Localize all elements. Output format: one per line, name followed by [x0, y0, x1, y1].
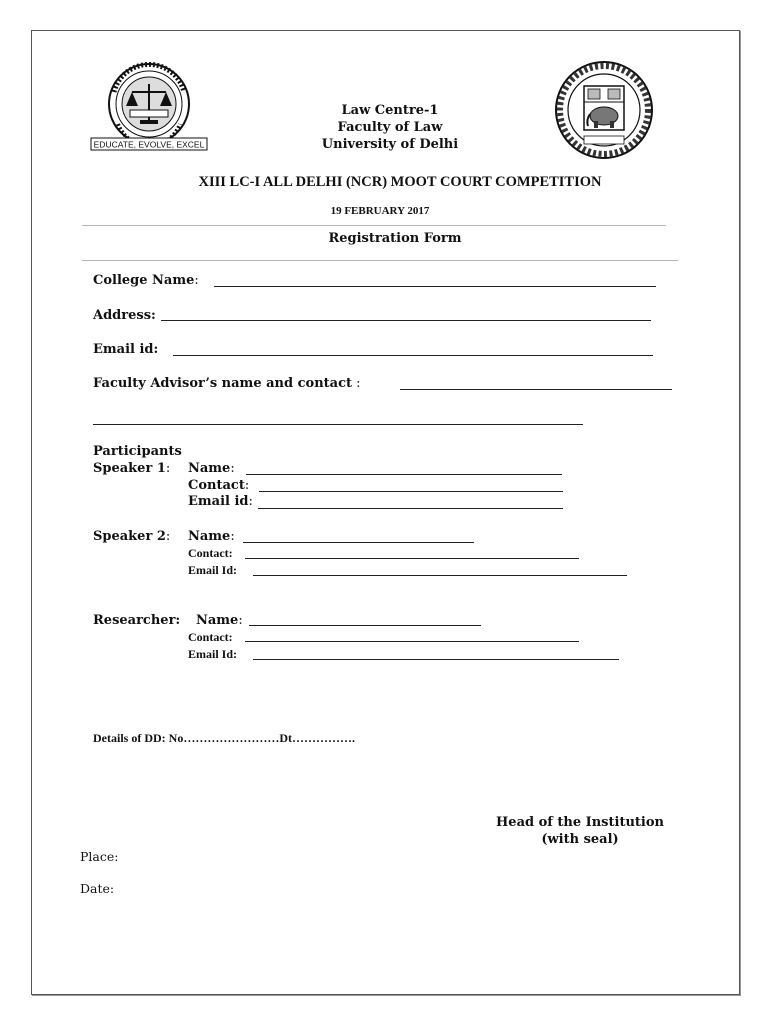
place-label: Place:: [80, 849, 119, 864]
researcher-name-colon: :: [238, 613, 243, 628]
address-field[interactable]: [161, 320, 651, 321]
law-centre-emblem-icon: [88, 62, 210, 154]
speaker2-label: Speaker 2: [93, 529, 166, 544]
header-title-line-3: University of Delhi: [321, 137, 459, 152]
speaker2-name-colon: :: [230, 529, 235, 544]
faculty-advisor-field[interactable]: [400, 389, 672, 390]
speaker1-contact-field[interactable]: [259, 491, 563, 492]
researcher-contact-label: Contact:: [188, 630, 233, 644]
dd-details: Details of DD: No……………………Dt…………….: [93, 731, 355, 745]
speaker2-email-label: Email Id:: [188, 563, 238, 577]
speaker2-name-field[interactable]: [243, 542, 474, 543]
speaker1-name-label: Name: [188, 461, 231, 476]
speaker1-name-colon: :: [230, 461, 235, 476]
researcher-name-field[interactable]: [249, 625, 481, 626]
speaker1-email-label: Email id: [188, 494, 249, 509]
speaker1-email-field[interactable]: [258, 508, 563, 509]
divider-bottom: [82, 260, 678, 261]
researcher-name-label: Name: [196, 613, 239, 628]
college-name-label: College Name: [93, 273, 195, 288]
faculty-advisor-field-continued[interactable]: [93, 424, 583, 425]
email-field[interactable]: [173, 355, 653, 356]
researcher-email-field[interactable]: [253, 659, 619, 660]
email-label: Email id:: [93, 342, 159, 357]
competition-date: 19 FEBRUARY 2017: [330, 205, 430, 217]
researcher-label: Researcher:: [93, 613, 181, 628]
logo-motto: EDUCATE, EVOLVE, EXCEL: [93, 139, 205, 150]
speaker2-contact-label: Contact:: [188, 546, 233, 560]
researcher-email-label: Email Id:: [188, 647, 238, 661]
divider-top: [82, 225, 666, 226]
form-heading: Registration Form: [328, 231, 462, 246]
speaker1-label: Speaker 1: [93, 461, 166, 476]
signature-line-1: Head of the Institution: [496, 815, 664, 830]
participants-heading: Participants: [93, 444, 182, 459]
speaker2-email-field[interactable]: [253, 575, 627, 576]
speaker2-name-label: Name: [188, 529, 231, 544]
speaker1-contact-label: Contact: [188, 478, 245, 493]
date-label: Date:: [80, 881, 115, 896]
competition-title: XIII LC-I ALL DELHI (NCR) MOOT COURT COMPETITION: [198, 174, 602, 190]
speaker2-contact-field[interactable]: [245, 558, 579, 559]
college-name-field[interactable]: [214, 286, 656, 287]
header-title-line-1: Law Centre-1: [341, 103, 439, 118]
header-title-line-2: Faculty of Law: [337, 120, 443, 135]
faculty-advisor-label: Faculty Advisor’s name and contact: [93, 376, 352, 391]
speaker1-colon: :: [165, 461, 171, 476]
researcher-contact-field[interactable]: [245, 641, 579, 642]
speaker2-colon: :: [165, 529, 171, 544]
college-name-colon: :: [194, 273, 199, 288]
university-of-delhi-seal-icon: [548, 58, 660, 162]
speaker1-name-field[interactable]: [246, 474, 562, 475]
speaker1-contact-colon: :: [244, 478, 250, 493]
faculty-advisor-colon: :: [356, 376, 361, 391]
address-label: Address:: [93, 308, 156, 323]
speaker1-email-colon: :: [248, 494, 253, 509]
signature-line-2: (with seal): [541, 832, 619, 847]
